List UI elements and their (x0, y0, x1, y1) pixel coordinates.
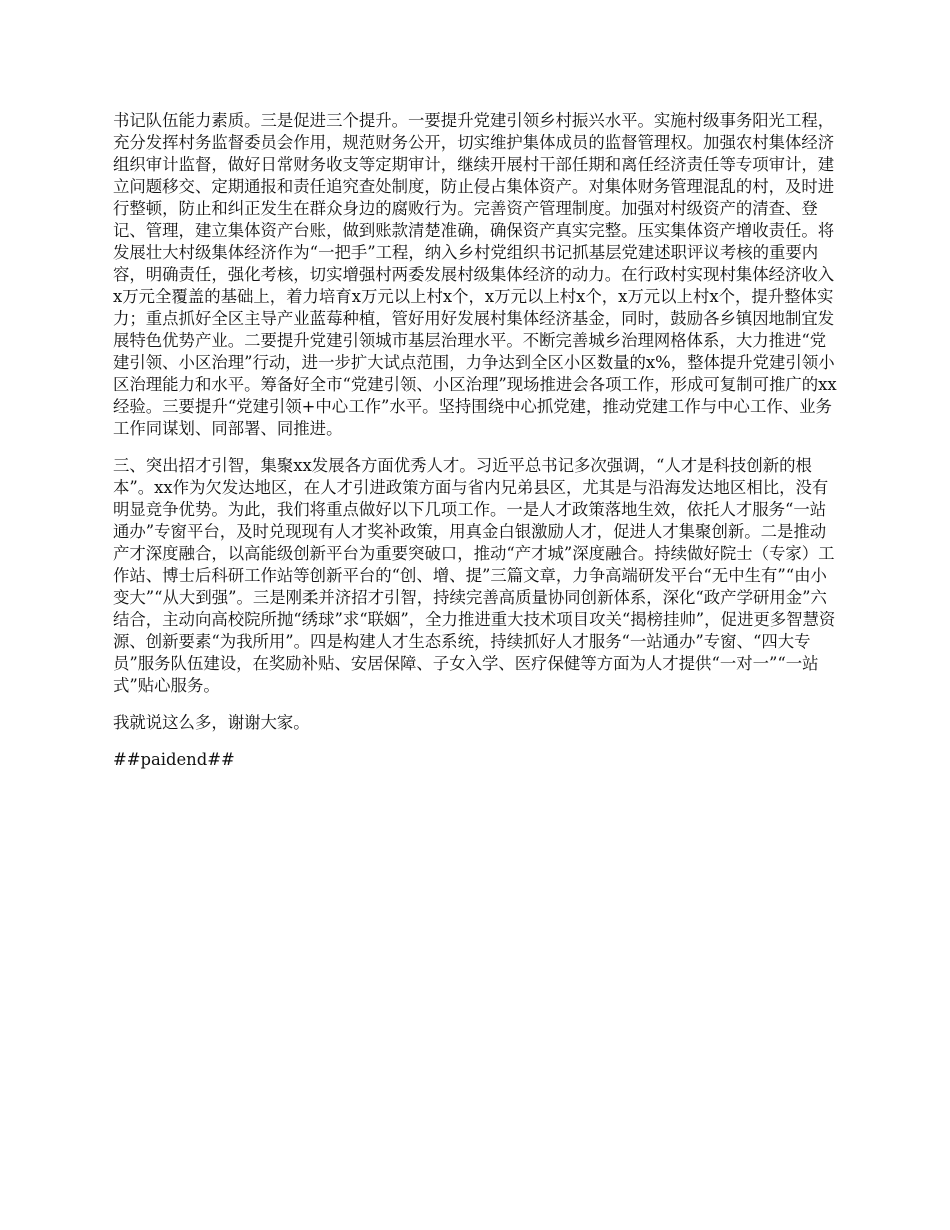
end-marker: ##paidend## (113, 750, 235, 769)
paragraph-closing-remarks: 我就说这么多，谢谢大家。 (113, 713, 310, 732)
document-page (113, 110, 840, 771)
paragraph-talent-recruitment: 三、突出招才引智，集聚xx发展各方面优秀人才。习近平总书记多次强调，“人才是科技创新的根本”。xx作为欠发达地区，在人才引进政策方面与省内兄弟县区，尤其是与沿海发达地区相比，没有明显竞争优势。为此，我们将重点做好以下几项工作。一是人才政策落地生效，依托人才服务“一站通办”专窗平台，及时兑现现有人才奖补政策，用真金白银激励人才，促进人才集聚创新。二是推动产才深度融合，以高能级创新平台为重要突破口，推动“产才城”深度融合。持续做好院士（专家）工作站、博士后科研工作站等创新平台的“创、增、提”三篇文章，力争高端研发平台“无中生有”“由小变大”“从大到强”。三是刚柔并济招才引智，持续完善高质量协同创新体系，深化“政产学研用金”六结合，主动向高校院所抛“绣球”求“联姻”，全力推进重大技术项目攻关“揭榜挂帅”，促进更多智慧资源、创新要素“为我所用”。四是构建人才生态系统，持续抓好人才服务“一站通办”专窗、“四大专员”服务队伍建设，在奖励补贴、安居保障、子女入学、医疗保健等方面为人才提供“一对一”“一站式”贴心服务。 (113, 456, 836, 695)
paragraph-village-governance: 书记队伍能力素质。三是促进三个提升。一要提升党建引领乡村振兴水平。实施村级事务阳光工程，充分发挥村务监督委员会作用，规范财务公开，切实维护集体成员的监督管理权。加强农村集体经济组织审计监督，做好日常财务收支等定期审计，继续开展村干部任期和离任经济责任等专项审计，建立问题移交、定期通报和责任追究查处制度，防止侵占集体资产。对集体财务管理混乱的村，及时进行整顿，防止和纠正发生在群众身边的腐败行为。完善资产管理制度。加强对村级资产的清查、登记、管理，建立集体资产台账，做到账款清楚准确，确保资产真实完整。压实集体资产增收责任。将发展壮大村级集体经济作为“一把手”工程，纳入乡村党组织书记抓基层党建述职评议考核的重要内容，明确责任，强化考核，切实增强村两委发展村级集体经济的动力。在行政村实现村集体经济收入x万元全覆盖的基础上，着力培育x万元以上村x个，x万元以上村x个，x万元以上村x个，提升整体实力；重点抓好全区主导产业蓝莓种植，管好用好发展村集体经济基金，同时，鼓励各乡镇因地制宜发展特色优势产业。二要提升党建引领城市基层治理水平。不断完善城乡治理网格体系，大力推进“党建引领、小区治理”行动，进一步扩大试点范围，力争达到全区小区数量的x%，整体提升党建引领小区治理能力和水平。筹备好全市“党建引领、小区治理”现场推进会各项工作，形成可复制可推广的xx经验。三要提升“党建引领+中心工作”水平。坚持围绕中心抓党建，推动党建工作与中心工作、业务工作同谋划、同部署、同推进。 (113, 111, 837, 438)
